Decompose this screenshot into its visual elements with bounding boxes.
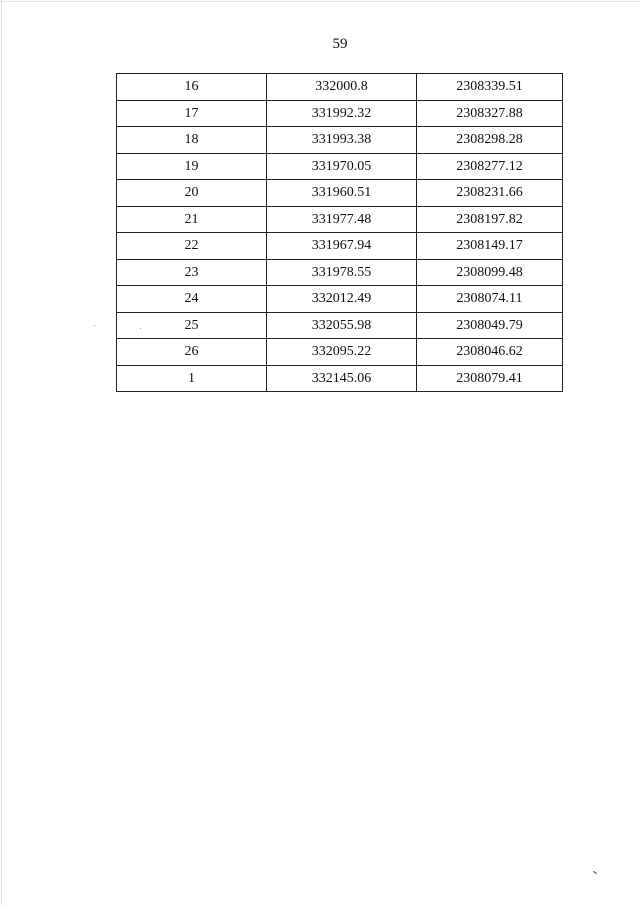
table-row [117, 127, 563, 154]
table-row [117, 365, 563, 392]
scan-speck [140, 328, 141, 329]
x-coordinate-cell: 331977.48 [267, 206, 417, 233]
x-coordinate-cell: 332000.8 [267, 74, 417, 101]
x-coordinate-cell: 332055.98 [267, 312, 417, 339]
table-row [117, 180, 563, 207]
coordinates-table [116, 73, 563, 392]
y-coordinate-cell: 2308049.79 [417, 312, 563, 339]
table-row [117, 206, 563, 233]
point-number-cell: 21 [117, 206, 267, 233]
y-coordinate-cell: 2308046.62 [417, 339, 563, 366]
y-coordinate-cell: 2308298.28 [417, 127, 563, 154]
x-coordinate-cell: 331970.05 [267, 153, 417, 180]
point-number-cell: 22 [117, 233, 267, 260]
table-row [117, 312, 563, 339]
point-number-cell: 23 [117, 259, 267, 286]
point-number-cell: 18 [117, 127, 267, 154]
point-number-cell: 16 [117, 74, 267, 101]
scan-edge-top [0, 1, 640, 2]
point-number-cell: 24 [117, 286, 267, 313]
y-coordinate-cell: 2308339.51 [417, 74, 563, 101]
point-number-cell: 1 [117, 365, 267, 392]
y-coordinate-cell: 2308327.88 [417, 100, 563, 127]
scan-edge-left [1, 0, 2, 905]
x-coordinate-cell: 331993.38 [267, 127, 417, 154]
table-row [117, 100, 563, 127]
point-number-cell: 26 [117, 339, 267, 366]
point-number-cell: 25 [117, 312, 267, 339]
y-coordinate-cell: 2308074.11 [417, 286, 563, 313]
y-coordinate-cell: 2308149.17 [417, 233, 563, 260]
x-coordinate-cell: 331992.32 [267, 100, 417, 127]
scan-mark [593, 871, 597, 874]
table-row [117, 259, 563, 286]
table-row [117, 233, 563, 260]
y-coordinate-cell: 2308231.66 [417, 180, 563, 207]
y-coordinate-cell: 2308197.82 [417, 206, 563, 233]
point-number-cell: 20 [117, 180, 267, 207]
y-coordinate-cell: 2308277.12 [417, 153, 563, 180]
x-coordinate-cell: 331967.94 [267, 233, 417, 260]
point-number-cell: 17 [117, 100, 267, 127]
x-coordinate-cell: 332145.06 [267, 365, 417, 392]
x-coordinate-cell: 332012.49 [267, 286, 417, 313]
table-row [117, 339, 563, 366]
x-coordinate-cell: 331978.55 [267, 259, 417, 286]
page-number: 59 [332, 36, 348, 52]
y-coordinate-cell: 2308079.41 [417, 365, 563, 392]
x-coordinate-cell: 332095.22 [267, 339, 417, 366]
y-coordinate-cell: 2308099.48 [417, 259, 563, 286]
scan-speck [94, 325, 95, 326]
point-number-cell: 19 [117, 153, 267, 180]
x-coordinate-cell: 331960.51 [267, 180, 417, 207]
table-row [117, 286, 563, 313]
table-row [117, 74, 563, 101]
table-row [117, 153, 563, 180]
